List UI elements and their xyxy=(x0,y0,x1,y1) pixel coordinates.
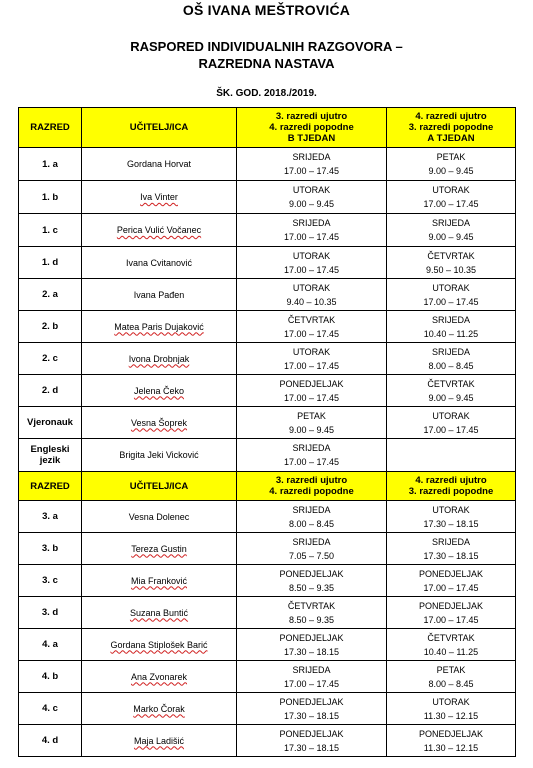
b-time: 17.30 – 18.15 xyxy=(283,742,340,753)
a-time: 8.00 – 8.45 xyxy=(428,678,474,689)
a-day: PETAK xyxy=(436,152,466,162)
cell-b-slot xyxy=(237,501,387,533)
b-day: SRIJEDA xyxy=(292,504,331,515)
razred-line1: Engleski xyxy=(30,444,70,455)
cell-razred: 3. c xyxy=(19,565,82,597)
a-day: UTORAK xyxy=(432,504,470,515)
a-time: 9.00 – 9.45 xyxy=(428,232,474,242)
teacher-name: Ana Zvonarek xyxy=(130,671,188,682)
table2-header-row xyxy=(19,472,516,501)
header-a-line1: 4. razredi ujutro xyxy=(415,475,487,486)
a-day: SRIJEDA xyxy=(431,536,470,547)
cell-ucitelj xyxy=(82,181,237,214)
table-row xyxy=(19,343,516,375)
table-row xyxy=(19,629,516,661)
cell-a-slot xyxy=(387,279,516,311)
table-row xyxy=(19,279,516,311)
cell-a-slot xyxy=(387,439,516,472)
b-day: SRIJEDA xyxy=(292,664,331,675)
table-row xyxy=(19,501,516,533)
table1-header-row xyxy=(19,108,516,148)
cell-b-slot xyxy=(237,565,387,597)
cell-a-slot xyxy=(387,501,516,533)
a-time: 8.00 – 8.45 xyxy=(428,360,474,371)
b-day: PETAK xyxy=(297,410,326,421)
table-row xyxy=(19,565,516,597)
teacher-name: Suzana Buntić xyxy=(129,607,189,618)
a-time: 17.30 – 18.15 xyxy=(423,550,479,561)
b-day: PONEDJELJAK xyxy=(279,632,344,643)
cell-ucitelj xyxy=(82,533,237,565)
cell-razred: 1. d xyxy=(19,247,82,279)
cell-a-slot xyxy=(387,247,516,279)
teacher-name: Marko Čorak xyxy=(133,703,185,714)
header-ucitelj: UČITELJ/ICA xyxy=(82,472,237,501)
cell-ucitelj xyxy=(82,311,237,343)
cell-ucitelj: Ivana Cvitanović xyxy=(82,247,237,279)
teacher-name: Jelena Čeko xyxy=(133,385,185,396)
cell-b-slot xyxy=(237,597,387,629)
a-day: ČETVRTAK xyxy=(427,378,475,389)
table-row xyxy=(19,181,516,214)
cell-a-slot xyxy=(387,407,516,439)
header-b-line2: 4. razredi popodne xyxy=(269,122,354,133)
b-time: 17.00 – 17.45 xyxy=(283,328,340,339)
cell-razred: 4. c xyxy=(19,693,82,725)
cell-ucitelj xyxy=(82,214,237,247)
a-time: 9.50 – 10.35 xyxy=(425,264,477,275)
b-time: 17.00 – 17.45 xyxy=(283,166,340,176)
a-day: SRIJEDA xyxy=(431,346,470,357)
cell-razred: 1. a xyxy=(19,148,82,181)
b-time: 8.50 – 9.35 xyxy=(288,614,335,625)
a-day: ČETVRTAK xyxy=(427,250,475,261)
cell-a-slot xyxy=(387,597,516,629)
teacher-name: Maja Ladišić xyxy=(133,735,185,746)
header-a-line1: 4. razredi ujutro xyxy=(415,111,487,122)
a-time: 17.30 – 18.15 xyxy=(423,518,479,529)
cell-razred: 1. c xyxy=(19,214,82,247)
b-time: 17.00 – 17.45 xyxy=(283,232,340,242)
a-time: 17.00 – 17.45 xyxy=(423,582,479,593)
table-row xyxy=(19,407,516,439)
b-time: 17.00 – 17.45 xyxy=(283,360,340,371)
cell-a-slot xyxy=(387,725,516,757)
b-time: 9.00 – 9.45 xyxy=(288,199,335,209)
b-day: UTORAK xyxy=(292,282,331,293)
cell-razred: 3. b xyxy=(19,533,82,565)
header-ucitelj: UČITELJ/ICA xyxy=(82,108,237,148)
a-time: 17.00 – 17.45 xyxy=(423,296,479,307)
b-day: SRIJEDA xyxy=(292,218,331,228)
a-day: UTORAK xyxy=(432,410,470,421)
cell-a-slot xyxy=(387,565,516,597)
header-b-line3: B TJEDAN xyxy=(287,133,336,144)
cell-a-slot xyxy=(387,661,516,693)
cell-b-slot xyxy=(237,439,387,472)
cell-razred: Vjeronauk xyxy=(19,407,82,439)
header-razred: RAZRED xyxy=(19,472,82,501)
cell-a-slot xyxy=(387,343,516,375)
cell-b-slot xyxy=(237,629,387,661)
document-subtitle xyxy=(0,38,533,72)
cell-razred: 1. b xyxy=(19,181,82,214)
header-b-line2: 4. razredi popodne xyxy=(269,486,354,497)
a-time: 10.40 – 11.25 xyxy=(423,328,479,339)
cell-b-slot xyxy=(237,247,387,279)
cell-razred: 3. d xyxy=(19,597,82,629)
cell-ucitelj xyxy=(82,375,237,407)
b-time: 17.00 – 17.45 xyxy=(283,678,340,689)
teacher-name: Tereza Gustin xyxy=(131,543,187,554)
cell-b-slot xyxy=(237,148,387,181)
a-day: SRIJEDA xyxy=(431,218,470,228)
b-day: ČETVRTAK xyxy=(287,600,336,611)
teacher-name: Vesna Šoprek xyxy=(130,417,188,428)
cell-b-slot xyxy=(237,181,387,214)
a-time: 11.30 – 12.15 xyxy=(423,710,479,721)
teacher-name: Perica Vulić Vočanec xyxy=(116,225,202,235)
cell-b-slot xyxy=(237,661,387,693)
cell-ucitelj: Gordana Horvat xyxy=(82,148,237,181)
cell-razred: 4. d xyxy=(19,725,82,757)
b-time: 8.50 – 9.35 xyxy=(288,582,335,593)
header-a-week xyxy=(387,108,516,148)
cell-ucitelj xyxy=(82,629,237,661)
b-day: UTORAK xyxy=(292,185,331,195)
a-time: 17.00 – 17.45 xyxy=(423,199,479,209)
table-row xyxy=(19,661,516,693)
a-day: PONEDJELJAK xyxy=(418,728,484,739)
table-row xyxy=(19,439,516,472)
b-time: 7.05 – 7.50 xyxy=(288,550,335,561)
cell-b-slot xyxy=(237,533,387,565)
b-day: PONEDJELJAK xyxy=(279,568,344,579)
cell-razred: 3. a xyxy=(19,501,82,533)
b-time: 17.00 – 17.45 xyxy=(283,457,340,467)
header-b-line1: 3. razredi ujutro xyxy=(275,111,348,122)
b-day: PONEDJELJAK xyxy=(279,378,344,389)
a-time: 17.00 – 17.45 xyxy=(423,424,479,435)
subtitle-line-2: RAZREDNA NASTAVA xyxy=(198,56,335,71)
cell-b-slot xyxy=(237,343,387,375)
razred-line2: jezik xyxy=(39,455,61,466)
b-time: 17.30 – 18.15 xyxy=(283,646,340,657)
cell-b-slot xyxy=(237,725,387,757)
b-day: SRIJEDA xyxy=(292,443,331,453)
cell-razred: 2. c xyxy=(19,343,82,375)
table-row xyxy=(19,597,516,629)
cell-ucitelj: Ivana Pađen xyxy=(82,279,237,311)
a-day: UTORAK xyxy=(432,696,470,707)
a-day: PETAK xyxy=(436,664,466,675)
b-day: UTORAK xyxy=(292,346,331,357)
b-day: UTORAK xyxy=(292,250,331,261)
cell-b-slot xyxy=(237,375,387,407)
cell-razred: 2. d xyxy=(19,375,82,407)
table-row xyxy=(19,214,516,247)
a-time: 10.40 – 11.25 xyxy=(423,646,479,657)
cell-ucitelj xyxy=(82,725,237,757)
cell-ucitelj: Brigita Jeki Vicković xyxy=(82,439,237,472)
header-a-line3: A TJEDAN xyxy=(427,133,475,144)
cell-b-slot xyxy=(237,693,387,725)
header-b-week xyxy=(237,472,387,501)
table-row xyxy=(19,311,516,343)
a-time: 17.00 – 17.45 xyxy=(423,614,479,625)
teacher-name: Iva Vinter xyxy=(140,192,178,202)
b-time: 17.30 – 18.15 xyxy=(283,710,340,721)
teacher-name: Gordana Stiplošek Barić xyxy=(110,639,208,650)
cell-a-slot xyxy=(387,181,516,214)
cell-a-slot xyxy=(387,629,516,661)
cell-ucitelj: Vesna Dolenec xyxy=(82,501,237,533)
cell-ucitelj xyxy=(82,693,237,725)
teacher-name: Matea Paris Dujaković xyxy=(114,321,204,332)
table-row xyxy=(19,247,516,279)
cell-ucitelj xyxy=(82,661,237,693)
a-day: UTORAK xyxy=(432,282,470,293)
a-time: 9.00 – 9.45 xyxy=(428,392,474,403)
table-row xyxy=(19,148,516,181)
table-row xyxy=(19,693,516,725)
b-day: PONEDJELJAK xyxy=(279,696,344,707)
cell-ucitelj xyxy=(82,407,237,439)
cell-a-slot xyxy=(387,693,516,725)
school-title: OŠ IVANA MEŠTROVIĆA xyxy=(182,2,351,18)
b-day: PONEDJELJAK xyxy=(279,728,344,739)
b-day: ČETVRTAK xyxy=(287,314,336,325)
table-row xyxy=(19,375,516,407)
cell-b-slot xyxy=(237,214,387,247)
cell-ucitelj xyxy=(82,343,237,375)
b-time: 17.00 – 17.45 xyxy=(283,392,340,403)
teacher-name: Mia Franković xyxy=(130,575,187,586)
b-time: 9.00 – 9.45 xyxy=(288,424,335,435)
subtitle-line-1: RASPORED INDIVIDUALNIH RAZGOVORA – xyxy=(130,39,403,54)
a-day: PONEDJELJAK xyxy=(418,568,484,579)
cell-b-slot xyxy=(237,311,387,343)
schedule-table xyxy=(18,107,516,757)
cell-ucitelj xyxy=(82,565,237,597)
a-time: 11.30 – 12.15 xyxy=(423,742,479,753)
cell-a-slot xyxy=(387,533,516,565)
a-day: ČETVRTAK xyxy=(427,632,475,643)
header-a-line2: 3. razredi popodne xyxy=(408,122,494,133)
a-day: SRIJEDA xyxy=(431,314,470,325)
cell-razred: 2. b xyxy=(19,311,82,343)
school-year: ŠK. GOD. 2018./2019. xyxy=(216,88,317,99)
header-a-line2: 3. razredi popodne xyxy=(408,486,494,497)
cell-b-slot xyxy=(237,279,387,311)
header-b-week xyxy=(237,108,387,148)
cell-a-slot xyxy=(387,214,516,247)
header-a-week xyxy=(387,472,516,501)
cell-razred: 4. b xyxy=(19,661,82,693)
cell-razred xyxy=(19,439,82,472)
table-row xyxy=(19,533,516,565)
b-day: SRIJEDA xyxy=(292,536,331,547)
header-razred: RAZRED xyxy=(19,108,82,148)
cell-razred: 2. a xyxy=(19,279,82,311)
b-day: SRIJEDA xyxy=(292,152,331,162)
a-time: 9.00 – 9.45 xyxy=(428,166,474,176)
table-row xyxy=(19,725,516,757)
cell-a-slot xyxy=(387,375,516,407)
cell-ucitelj xyxy=(82,597,237,629)
header-b-line1: 3. razredi ujutro xyxy=(275,475,348,486)
teacher-name: Ivona Drobnjak xyxy=(128,353,190,364)
a-day: PONEDJELJAK xyxy=(418,600,484,611)
b-time: 9.40 – 10.35 xyxy=(286,296,337,307)
b-time: 8.00 – 8.45 xyxy=(288,518,335,529)
b-time: 17.00 – 17.45 xyxy=(283,264,340,275)
a-day: UTORAK xyxy=(432,185,470,195)
cell-a-slot xyxy=(387,148,516,181)
cell-razred: 4. a xyxy=(19,629,82,661)
cell-a-slot xyxy=(387,311,516,343)
cell-b-slot xyxy=(237,407,387,439)
